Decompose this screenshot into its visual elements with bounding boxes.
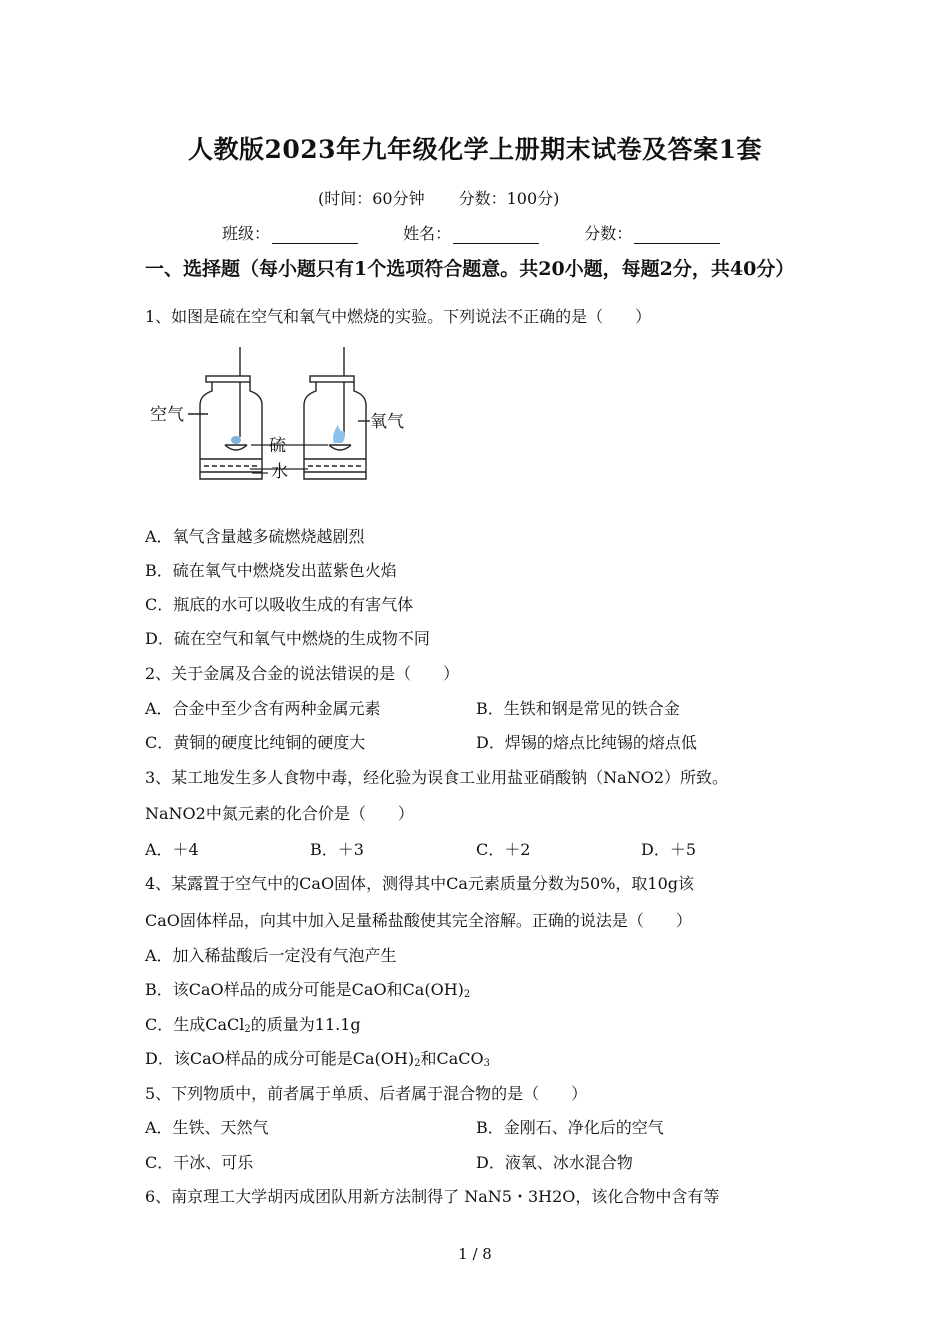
air-flame <box>231 436 241 444</box>
exam-title: 人教版2023年九年级化学上册期末试卷及答案1套 <box>188 135 762 164</box>
class-label: 班级： <box>222 224 271 243</box>
score-info: 分数：100分) <box>458 189 560 208</box>
q4-option-b <box>145 977 470 1000</box>
air-bottle <box>188 347 262 479</box>
q3-option-a: A．＋4 <box>145 840 199 859</box>
question-4-stem: 4、某露置于空气中的CaO固体，测得其中Ca元素质量分数为50%，取10g该 <box>145 874 695 893</box>
q1-option-b: B．硫在氧气中燃烧发出蓝紫色火焰 <box>145 561 397 580</box>
score-field <box>584 221 720 244</box>
question-4-stem-cont: CaO固体样品，向其中加入足量稀盐酸使其完全溶解。正确的说法是（ ） <box>145 911 692 930</box>
q5-option-d: D．液氧、冰水混合物 <box>476 1153 633 1172</box>
q4-option-d-mid: 和CaCO <box>420 1049 484 1068</box>
exam-meta <box>318 186 593 209</box>
q4-option-b-sub: 2 <box>463 989 471 1000</box>
q2-option-a: A．合金中至少含有两种金属元素 <box>145 699 381 718</box>
score-blank <box>634 227 720 244</box>
q4-option-b-text: B．该CaO样品的成分可能是CaO和Ca(OH) <box>145 980 464 999</box>
q4-option-c-text: C．生成CaCl <box>145 1015 245 1034</box>
question-1-stem: 1、如图是硫在空气和氧气中燃烧的实验。下列说法不正确的是（ ） <box>145 307 652 326</box>
oxygen-bottle <box>304 347 370 479</box>
q3-option-c: C．＋2 <box>476 840 531 859</box>
question-2-stem: 2、关于金属及合金的说法错误的是（ ） <box>145 664 460 683</box>
label-air: 空气 <box>150 405 184 425</box>
question-3-stem: 3、某工地发生多人食物中毒，经化验为误食工业用盐亚硝酸钠（NaNO2）所致。 <box>145 768 729 787</box>
q2-option-d: D．焊锡的熔点比纯锡的熔点低 <box>476 733 697 752</box>
q1-option-d: D．硫在空气和氧气中燃烧的生成物不同 <box>145 629 430 648</box>
q1-option-c: C．瓶底的水可以吸收生成的有害气体 <box>145 595 414 614</box>
question-3-stem-cont: NaNO2中氮元素的化合价是（ ） <box>145 804 414 823</box>
q4-option-c-sub: 2 <box>244 1024 251 1035</box>
sulfur-combustion-figure <box>148 345 418 485</box>
time-info: (时间：60分钟 <box>318 189 425 208</box>
question-6-stem: 6、南京理工大学胡丙成团队用新方法制得了 NaN5・3H2O，该化合物中含有等 <box>145 1187 720 1206</box>
student-fields <box>222 221 760 244</box>
q5-option-a: A．生铁、天然气 <box>145 1118 269 1137</box>
q5-option-c: C．干冰、可乐 <box>145 1153 254 1172</box>
label-water: 水 <box>271 462 288 482</box>
q2-option-b: B．生铁和钢是常见的铁合金 <box>476 699 680 718</box>
name-field <box>403 221 539 244</box>
q4-option-a: A．加入稀盐酸后一定没有气泡产生 <box>145 946 397 965</box>
name-label: 姓名： <box>403 224 452 243</box>
section-title: 一、选择题（每小题只有1个选项符合题意。共20小题，每题2分，共40分） <box>145 258 795 280</box>
q4-option-d-sub2: 3 <box>483 1058 490 1069</box>
q4-option-c-tail: 的质量为11.1g <box>250 1015 361 1034</box>
class-field <box>222 221 358 244</box>
score-label: 分数： <box>584 224 633 243</box>
q3-option-b: B．＋3 <box>310 840 364 859</box>
q1-option-a: A．氧气含量越多硫燃烧越剧烈 <box>145 527 365 546</box>
label-oxygen: 氧气 <box>370 412 404 432</box>
question-5-stem: 5、下列物质中，前者属于单质、后者属于混合物的是（ ） <box>145 1084 588 1103</box>
oxygen-flame <box>333 425 345 443</box>
q4-option-d-sub1: 2 <box>414 1058 421 1069</box>
q5-option-b: B．金刚石、净化后的空气 <box>476 1118 664 1137</box>
q2-option-c: C．黄铜的硬度比纯铜的硬度大 <box>145 733 366 752</box>
q4-option-d <box>145 1046 490 1069</box>
page-number: 1 / 8 <box>458 1245 492 1263</box>
class-blank <box>272 227 358 244</box>
q4-option-c <box>145 1012 361 1035</box>
label-sulfur: 硫 <box>269 436 286 456</box>
name-blank <box>453 227 539 244</box>
q3-option-d: D．＋5 <box>641 840 697 859</box>
q4-option-d-text: D．该CaO样品的成分可能是Ca(OH) <box>145 1049 415 1068</box>
